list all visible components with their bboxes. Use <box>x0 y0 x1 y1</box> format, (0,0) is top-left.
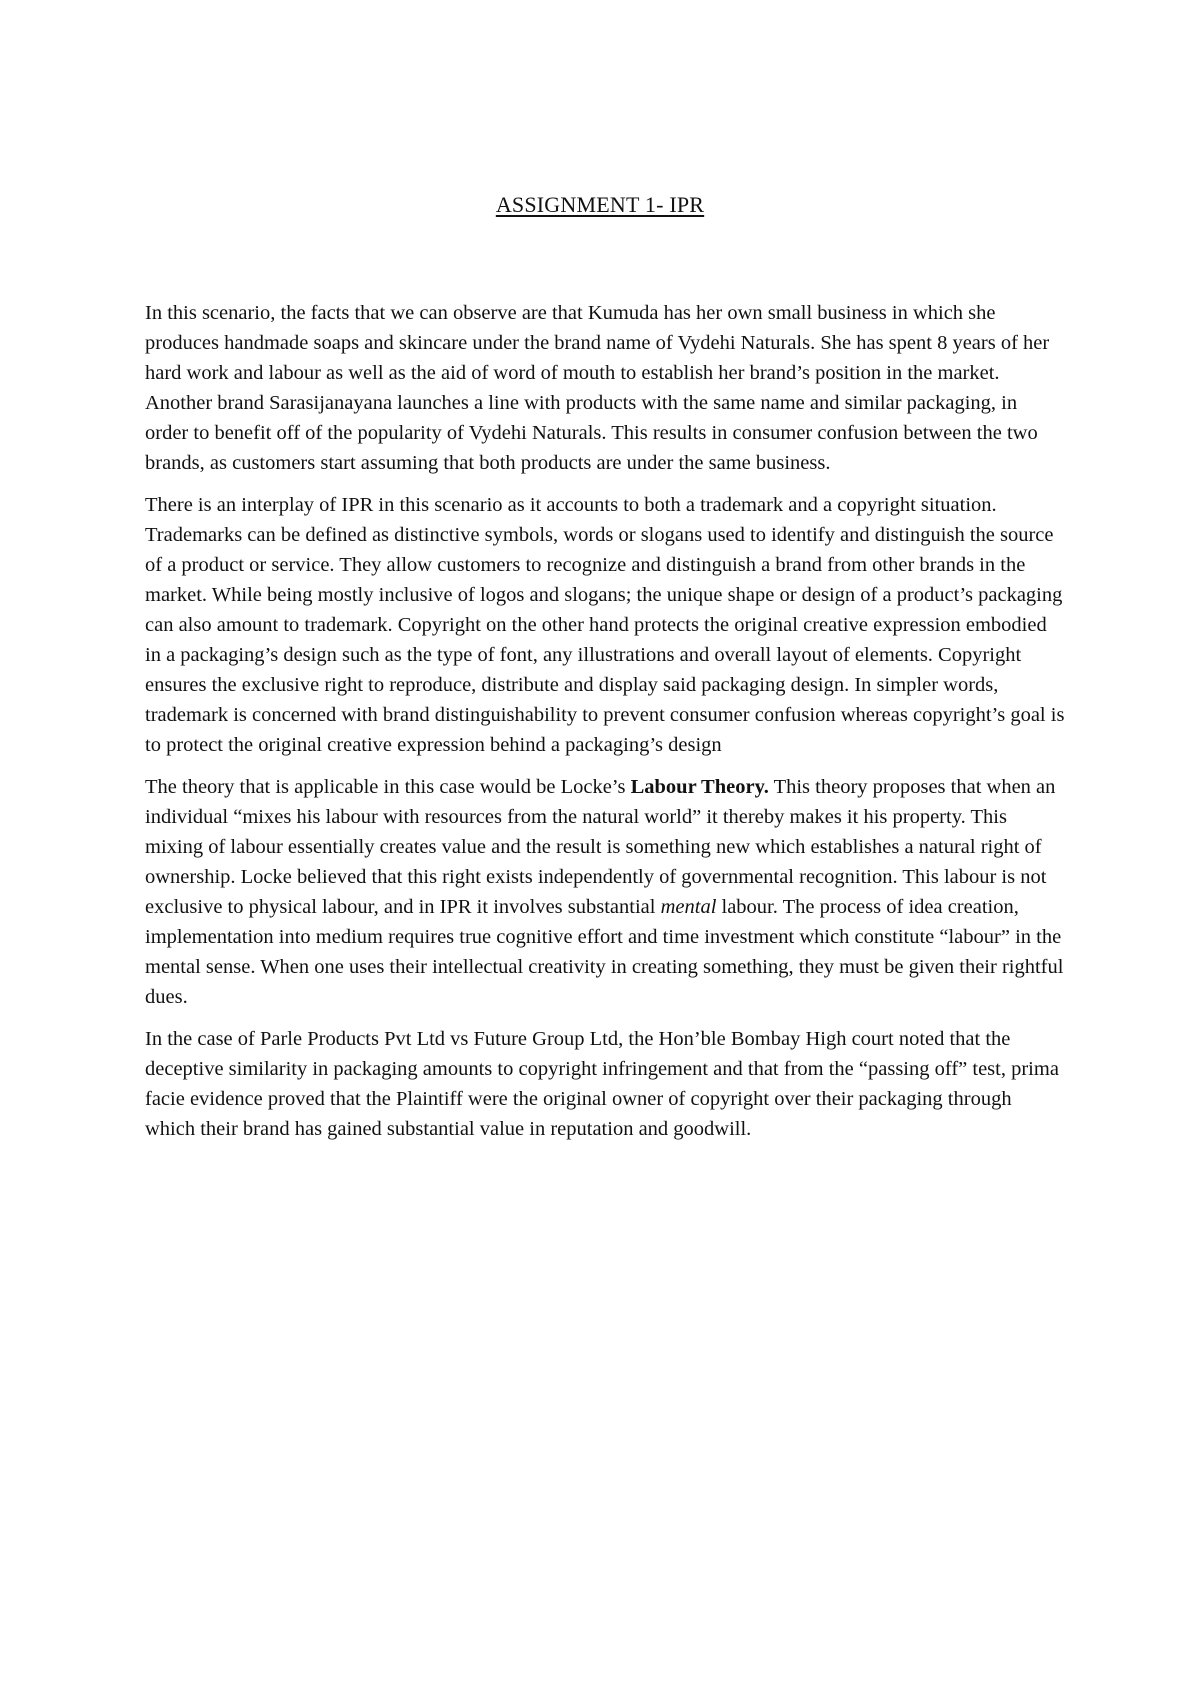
labour-theory-text-3: labour. The process of idea creation, implementation into medium requires true cognitive effort and time investment which constitute “labour” in the mental sense. When one uses their intellectual creativity in creating something, they must be given their rightful dues. <box>145 896 1064 1008</box>
labour-theory-text-2: This theory proposes that when an individual “mixes his labour with resources from the natural world” it thereby makes it his property. This mixing of labour essentially creates value and the result is something new which establishes a natural right of ownership. Locke believed that this right exists independently of governmental recognition. This labour is not exclusive to physical labour, and in IPR it involves substantial <box>145 776 1056 918</box>
labour-theory-term: Labour Theory. <box>630 776 769 798</box>
paragraph-labour-theory <box>145 772 1065 1012</box>
labour-theory-text-1: The theory that is applicable in this case would be Locke’s <box>145 776 631 798</box>
paragraph-ipr-interplay: There is an interplay of IPR in this scenario as it accounts to both a trademark and a copyright situation. Trademarks can be defined as distinctive symbols, words or slogans used to identify and distinguish the source of a product or service. They allow customers to recognize and distinguish a brand from other brands in the market. While being mostly inclusive of logos and slogans; the unique shape or design of a product’s packaging can also amount to trademark. Copyright on the other hand protects the original creative expression embodied in a packaging’s design such as the type of font, any illustrations and overall layout of elements. Copyright ensures the exclusive right to reproduce, distribute and display said packaging design. In simpler words, trademark is concerned with brand distinguishability to prevent consumer confusion whereas copyright’s goal is to protect the original creative expression behind a packaging’s design <box>145 494 1065 756</box>
paragraph-facts: In this scenario, the facts that we can observe are that Kumuda has her own small business in which she produces handmade soaps and skincare under the brand name of Vydehi Naturals. She has spent 8 years of her hard work and labour as well as the aid of word of mouth to establish her brand’s position in the market. Another brand Sarasijanayana launches a line with products with the same name and similar packaging, in order to benefit off of the popularity of Vydehi Naturals. This results in consumer confusion between the two brands, as customers start assuming that both products are under the same business. <box>145 302 1050 474</box>
document-body <box>145 298 1065 1156</box>
mental-emphasis: mental <box>660 896 717 918</box>
document-title: ASSIGNMENT 1- IPR <box>495 192 705 217</box>
paragraph-case-law: In the case of Parle Products Pvt Ltd vs Future Group Ltd, the Hon’ble Bombay High court noted that the deceptive similarity in packaging amounts to copyright infringement and that from the “passing off” test, prima facie evidence proved that the Plaintiff were the original owner of copyright over their packaging through which their brand has gained substantial value in reputation and goodwill. <box>145 1028 1059 1140</box>
